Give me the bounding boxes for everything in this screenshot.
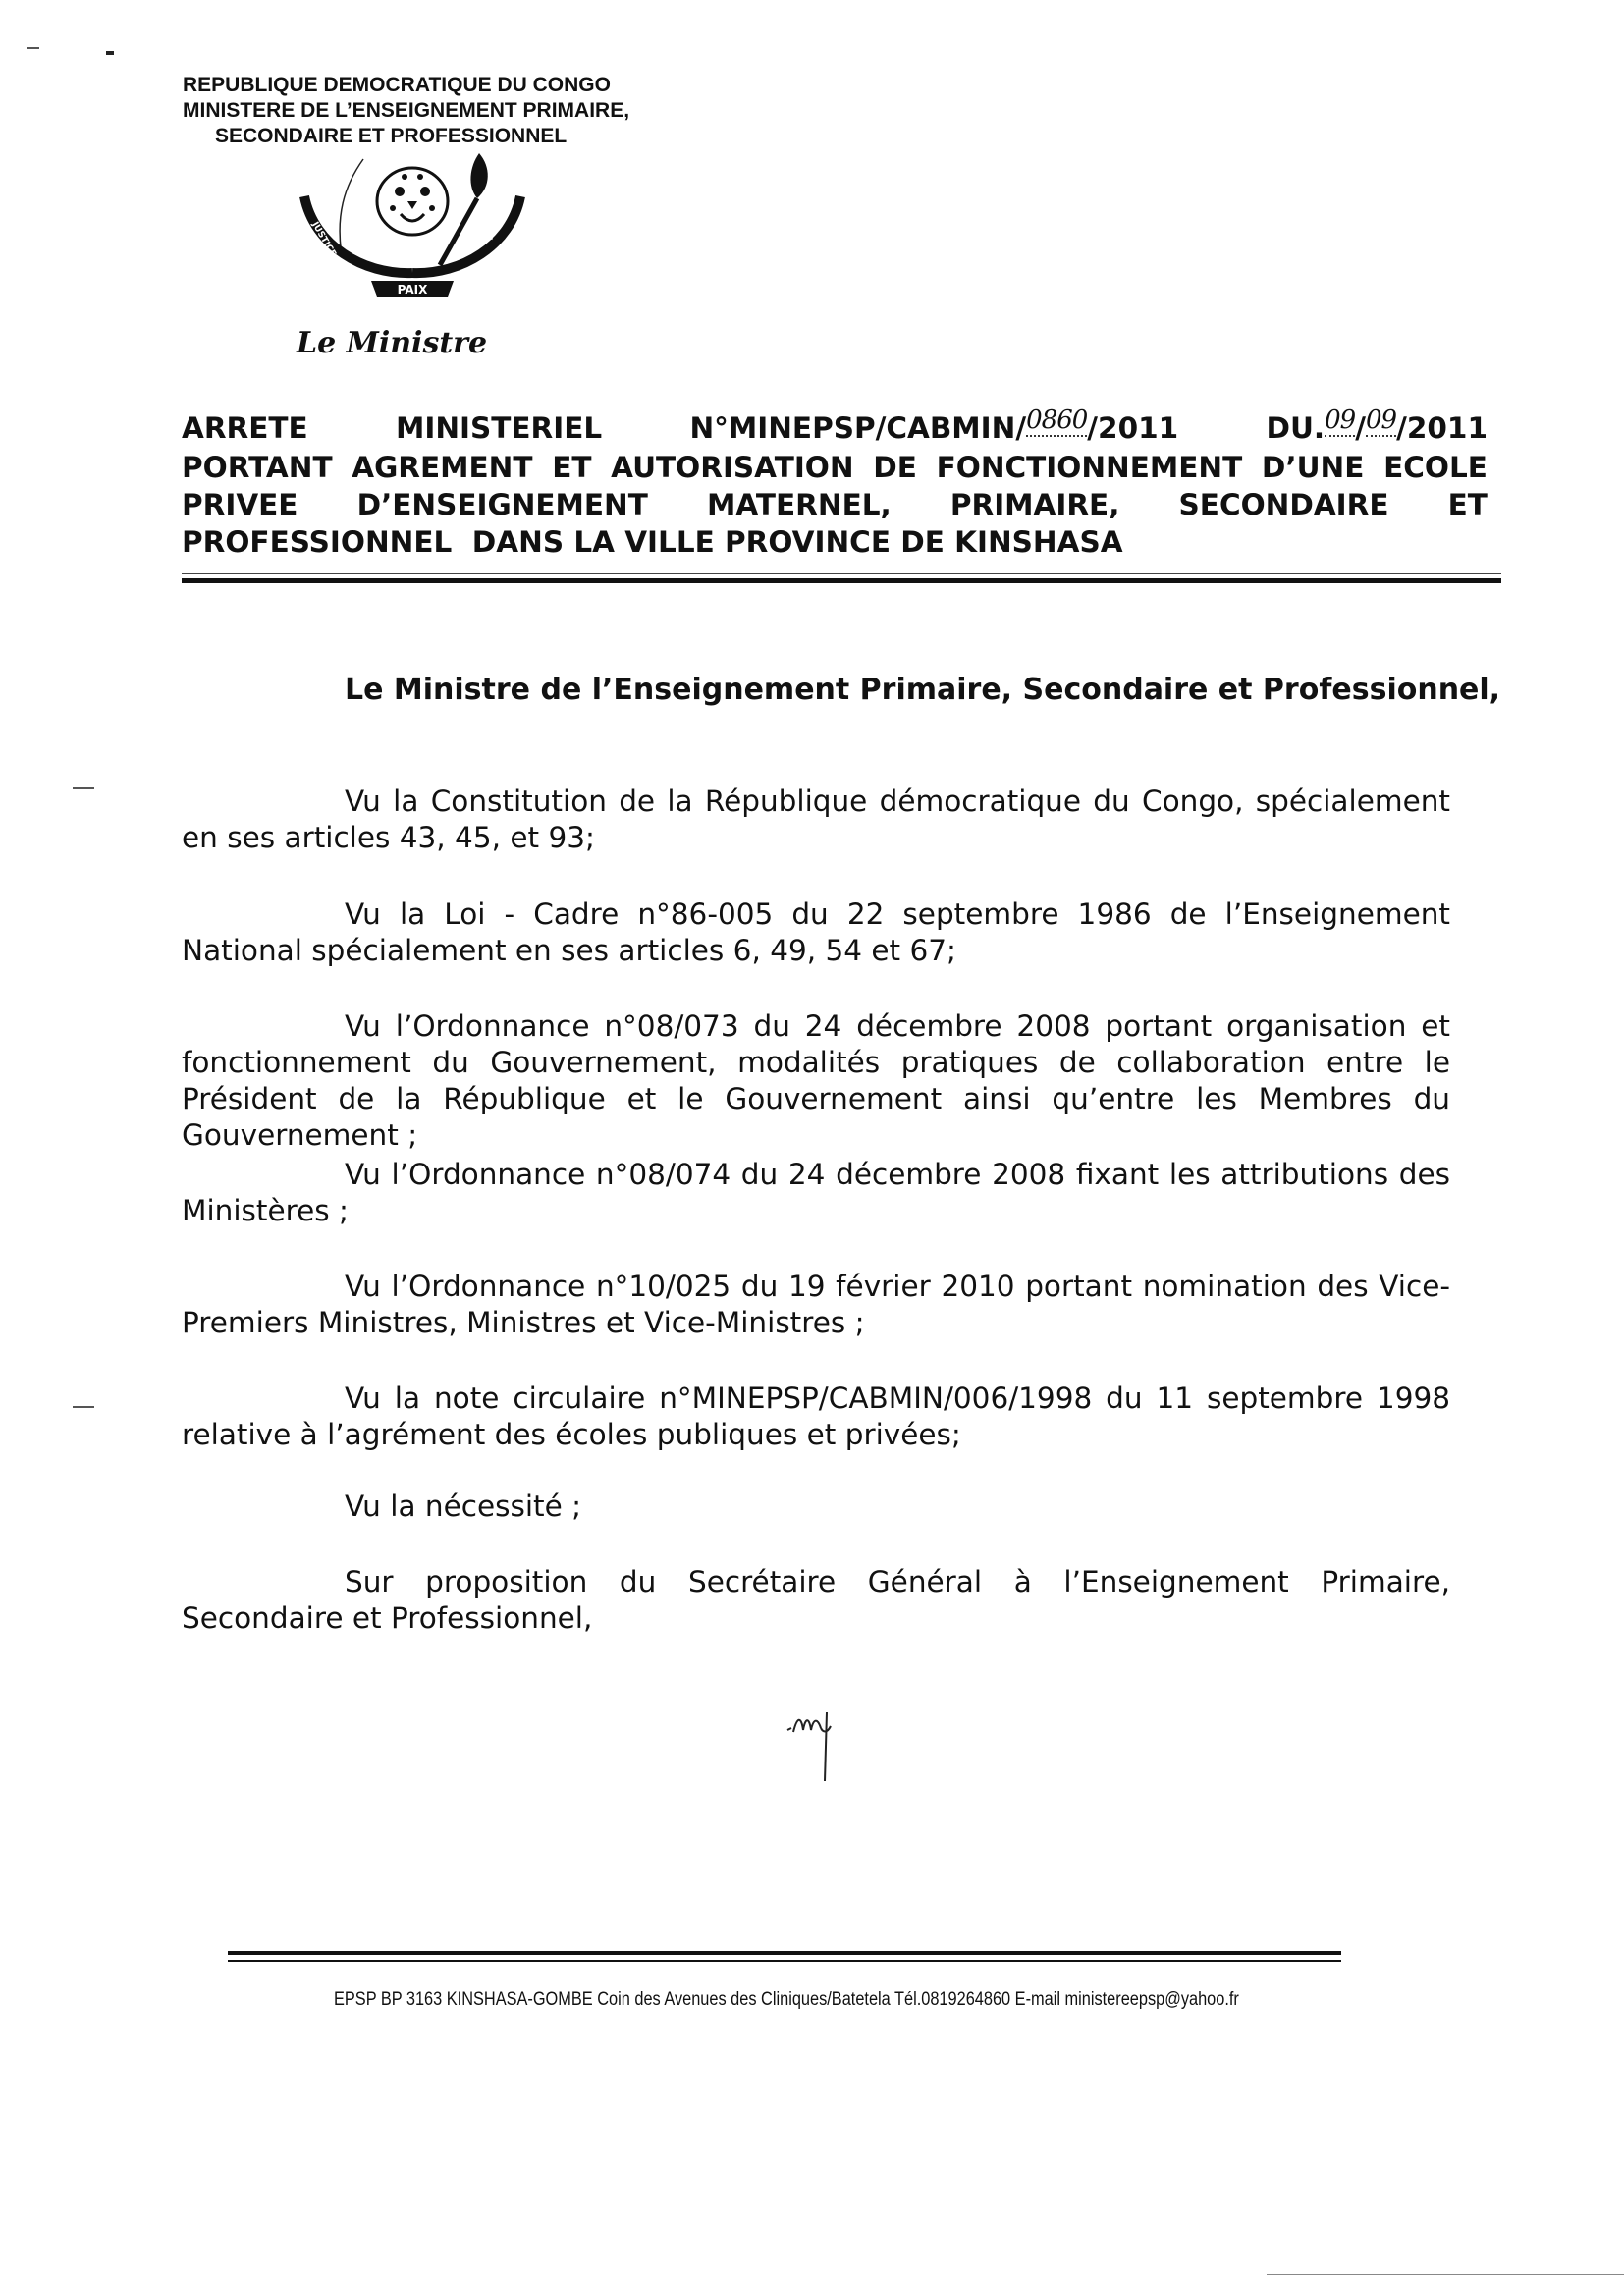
date-separator: / xyxy=(1355,411,1366,445)
title-word: AUTORISATION xyxy=(611,451,854,484)
consideration-paragraph xyxy=(182,1269,1450,1341)
signature-title: Le Ministre xyxy=(297,326,488,360)
title-word: ET xyxy=(552,451,592,484)
title-line-4: PROFESSIONNEL DANS LA VILLE PROVINCE DE KINSHASA xyxy=(182,525,1123,559)
footer-address: EPSP BP 3163 KINSHASA-GOMBE Coin des Avenues des Cliniques/Batetela Tél.0819264860 E-mail ministereepsp@yahoo.fr xyxy=(334,1989,1239,2010)
consideration-text: Vu l’Ordonnance n°08/073 du 24 décembre 2008 portant organisation et fonctionnement du Gouvernement, modalités pratiques de collaboration entre le Président de la République et le Gouvernement ainsi qu’entre les Membres du Gouvernement ; xyxy=(182,1009,1450,1152)
footer-divider xyxy=(228,1960,1341,1962)
title-word: PRIMAIRE, xyxy=(949,488,1120,521)
title-word: SECONDAIRE xyxy=(1178,488,1389,521)
consideration-text: Vu la note circulaire n°MINEPSP/CABMIN/006/1998 du 11 septembre 1998 relative à l’agrément des écoles publiques et privées; xyxy=(182,1382,1450,1451)
header-country: REPUBLIQUE DEMOCRATIQUE DU CONGO xyxy=(183,74,611,96)
coat-of-arms-icon xyxy=(295,147,530,314)
title-word: PORTANT xyxy=(182,451,333,484)
consideration-text: Vu la Loi - Cadre n°86-005 du 22 septembre 1986 de l’Enseignement National spécialement en ses articles 6, 49, 54 et 67; xyxy=(182,897,1450,967)
header-ministry-cont: SECONDAIRE ET PROFESSIONNEL xyxy=(215,125,568,147)
handwritten-initials xyxy=(784,1708,852,1787)
consideration-paragraph xyxy=(182,1564,1450,1637)
emblem-motto-right: TRAVAIL xyxy=(484,202,514,244)
emblem-motto-left: JUSTICE xyxy=(309,220,338,259)
ref-prefix: N°MINEPSP/CABMIN/ xyxy=(689,411,1027,445)
handwritten-date-day: 09 xyxy=(1325,406,1356,435)
decree-date xyxy=(1266,406,1488,449)
consideration-text: Vu la nécessité ; xyxy=(345,1490,582,1523)
title-word: ECOLE xyxy=(1383,451,1488,484)
consideration-text: Vu la Constitution de la République démocratique du Congo, spécialement en ses articles 43, 45, et 93; xyxy=(182,785,1450,854)
consideration-text: Vu l’Ordonnance n°08/074 du 24 décembre 2008 fixant les attributions des Ministères ; xyxy=(182,1158,1450,1227)
header-ministry: MINISTERE DE L’ENSEIGNEMENT PRIMAIRE, xyxy=(183,99,630,122)
title-word: FONCTIONNEMENT xyxy=(936,451,1243,484)
scan-mark xyxy=(73,787,94,789)
consideration-paragraph xyxy=(182,1381,1450,1453)
footer-divider xyxy=(228,1951,1341,1955)
initials-signature-icon xyxy=(784,1708,852,1787)
consideration-paragraph xyxy=(182,1489,1450,1525)
title-line-3 xyxy=(182,486,1488,523)
title-word: MATERNEL, xyxy=(707,488,892,521)
date-suffix: /2011 xyxy=(1396,411,1488,445)
ref-suffix: /2011 xyxy=(1087,411,1179,445)
consideration-text: Vu l’Ordonnance n°10/025 du 19 février 2010 portant nomination des Vice-Premiers Ministres, Ministres et Vice-Ministres ; xyxy=(182,1270,1450,1339)
handwritten-date-month: 09 xyxy=(1366,406,1397,435)
title-divider xyxy=(182,573,1501,574)
scan-mark xyxy=(106,51,114,55)
scan-mark xyxy=(73,1406,94,1408)
coat-of-arms-emblem xyxy=(295,147,530,314)
consideration-paragraph xyxy=(182,1157,1450,1229)
title-word: MINISTERIEL xyxy=(396,411,603,445)
title-word: DE xyxy=(873,451,917,484)
title-word: D’ENSEIGNEMENT xyxy=(356,488,648,521)
title-word: AGREMENT xyxy=(352,451,533,484)
consideration-paragraph xyxy=(182,784,1450,856)
consideration-paragraph xyxy=(182,896,1450,969)
scan-mark xyxy=(27,47,39,49)
decree-reference xyxy=(689,406,1179,449)
title-line-2 xyxy=(182,449,1488,486)
scan-mark xyxy=(1267,2274,1624,2275)
title-divider xyxy=(182,578,1501,583)
handwritten-ref-number: 0860 xyxy=(1026,406,1088,435)
decree-title xyxy=(182,406,1488,561)
title-word: ARRETE xyxy=(182,411,308,445)
minister-heading: Le Ministre de l’Enseignement Primaire, Secondaire et Professionnel, xyxy=(345,673,1501,707)
title-word: D’UNE xyxy=(1261,451,1365,484)
consideration-paragraph xyxy=(182,1008,1450,1154)
consideration-text: Sur proposition du Secrétaire Général à l’Enseignement Primaire, Secondaire et Professionnel, xyxy=(182,1565,1450,1635)
title-word: ET xyxy=(1447,488,1488,521)
title-line-1 xyxy=(182,406,1488,449)
title-word: PRIVEE xyxy=(182,488,298,521)
date-prefix: DU. xyxy=(1266,411,1326,445)
emblem-banner-text: PAIX xyxy=(397,283,428,297)
